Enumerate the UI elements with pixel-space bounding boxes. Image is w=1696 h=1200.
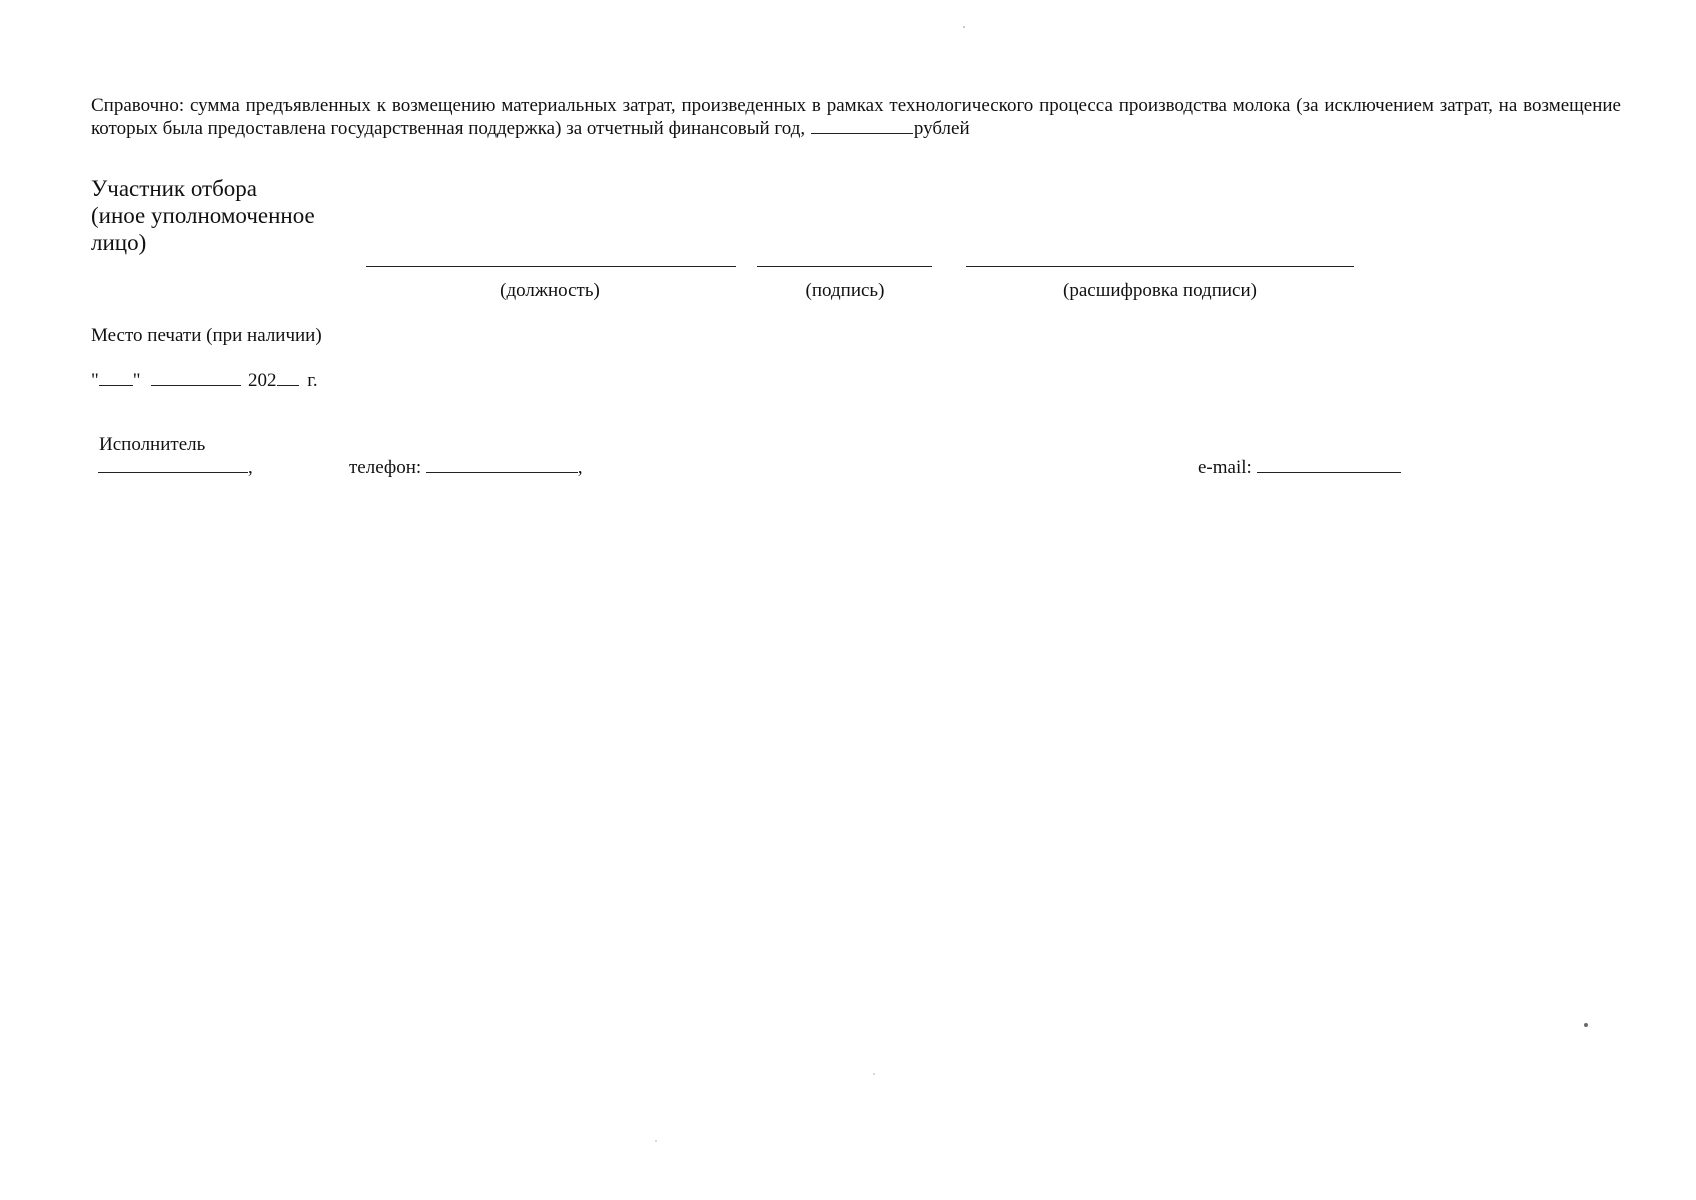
transcript-caption: (расшифровка подписи): [1063, 280, 1257, 301]
reference-note-text: Справочно: сумма предъявленных к возмещению материальных затрат, произведенных в рамках технологического процесса производства молока (за исключением затрат, на возмещение которых была предоставлена государственная поддержка) за отчетный финансовый год,: [91, 95, 1621, 139]
year-blank[interactable]: [277, 370, 299, 386]
amount-blank[interactable]: [811, 119, 913, 134]
phone-row: [349, 457, 583, 479]
email-row: [1198, 457, 1401, 479]
signature-caption: (подпись): [805, 280, 885, 301]
email-blank[interactable]: [1257, 457, 1401, 473]
seal-label: Место печати (при наличии): [91, 325, 322, 346]
day-blank[interactable]: [99, 370, 133, 386]
phone-comma: ,: [577, 457, 583, 478]
signature-transcript-line[interactable]: [966, 266, 1354, 267]
executor-comma: ,: [248, 457, 253, 478]
email-label: e-mail:: [1198, 457, 1252, 478]
position-line[interactable]: [366, 266, 736, 267]
date-open-quote: ": [91, 370, 99, 391]
phone-blank[interactable]: [426, 457, 578, 473]
year-prefix: 202: [248, 370, 277, 391]
participant-label: Участник отбора (иное уполномоченное лицо): [91, 176, 315, 255]
reference-note: [91, 94, 1621, 140]
executor-name-row: [98, 457, 253, 479]
scan-speck: [873, 1073, 875, 1075]
scan-speck: [1584, 1023, 1588, 1027]
date-close-quote: ": [132, 370, 141, 391]
scan-speck: [963, 26, 965, 28]
executor-label: Исполнитель: [99, 434, 206, 455]
reference-note-unit: рублей: [913, 118, 970, 139]
signature-line[interactable]: [757, 266, 932, 267]
month-blank[interactable]: [151, 370, 241, 386]
year-suffix: г.: [307, 370, 318, 391]
date-line: [91, 370, 318, 392]
phone-label: телефон:: [349, 457, 422, 478]
position-caption: (должность): [500, 280, 600, 301]
scan-speck: [655, 1140, 657, 1142]
executor-name-blank[interactable]: [98, 457, 248, 473]
